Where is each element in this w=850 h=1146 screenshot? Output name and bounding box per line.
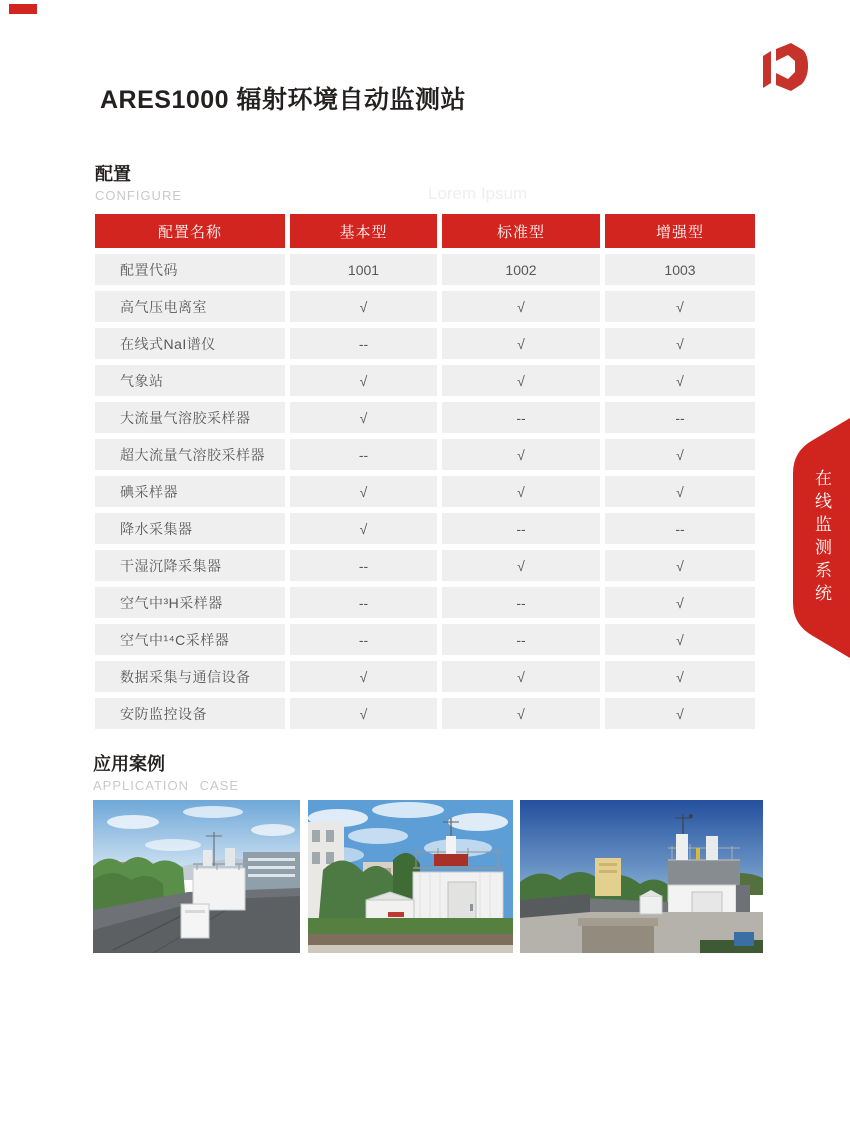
- config-row-name-cell: 安防监控设备: [95, 698, 285, 729]
- config-row-value-cell: √: [605, 439, 755, 470]
- config-row-value-cell: --: [605, 402, 755, 433]
- application-heading: 应用案例: [93, 754, 165, 774]
- configure-heading: 配置: [95, 164, 131, 184]
- table-header-config-name: 配置名称: [95, 214, 285, 248]
- application-photos: [0, 800, 850, 953]
- application-section-head: [93, 750, 239, 793]
- table-header-enhanced: 增强型: [605, 214, 755, 248]
- config-row-value-cell: √: [605, 476, 755, 507]
- config-row-value-cell: √: [290, 513, 437, 544]
- config-row-name-cell: 高气压电离室: [95, 291, 285, 322]
- config-row-name-cell: 超大流量气溶胶采样器: [95, 439, 285, 470]
- application-photo-rooftop-deep-sky: [520, 800, 763, 953]
- application-photo-rooftop-trees: [93, 800, 300, 953]
- config-row-value-cell: √: [290, 402, 437, 433]
- config-row-name-cell: 数据采集与通信设备: [95, 661, 285, 692]
- config-row-value-cell: --: [290, 550, 437, 581]
- config-row-value-cell: --: [442, 513, 600, 544]
- config-row-value-cell: √: [605, 624, 755, 655]
- application-subheading: APPLICATION CASE: [93, 778, 240, 793]
- config-row-value-cell: √: [442, 365, 600, 396]
- config-row-value-cell: √: [442, 439, 600, 470]
- config-row-value-cell: √: [442, 291, 600, 322]
- config-row-value-cell: √: [605, 550, 755, 581]
- config-row-value-cell: √: [605, 661, 755, 692]
- config-row-name-cell: 配置代码: [95, 254, 285, 285]
- config-row-value-cell: √: [290, 365, 437, 396]
- corner-red-mark: [9, 4, 37, 14]
- config-row-value-cell: √: [605, 698, 755, 729]
- config-row-name-cell: 降水采集器: [95, 513, 285, 544]
- config-row-value-cell: √: [605, 328, 755, 359]
- config-row-value-cell: √: [290, 698, 437, 729]
- config-row-name-cell: 空气中¹⁴C采样器: [95, 624, 285, 655]
- side-tab-online-monitoring: [793, 418, 850, 658]
- config-row-value-cell: √: [290, 661, 437, 692]
- page-title: ARES1000 辐射环境自动监测站: [100, 86, 467, 114]
- table-header-standard: 标准型: [442, 214, 600, 248]
- config-row-value-cell: √: [290, 476, 437, 507]
- config-row-name-cell: 大流量气溶胶采样器: [95, 402, 285, 433]
- config-row-name-cell: 碘采样器: [95, 476, 285, 507]
- config-row-value-cell: --: [442, 624, 600, 655]
- config-row-value-cell: √: [442, 550, 600, 581]
- config-row-name-cell: 气象站: [95, 365, 285, 396]
- lorem-watermark: Lorem Ipsum: [428, 184, 528, 203]
- config-row-value-cell: √: [442, 661, 600, 692]
- config-row-value-cell: √: [605, 587, 755, 618]
- config-row-name-cell: 在线式NaI谱仪: [95, 328, 285, 359]
- config-row-value-cell: --: [290, 624, 437, 655]
- side-tab-label: 在线监测系统: [812, 469, 831, 607]
- config-row-value-cell: 1001: [290, 254, 437, 285]
- configure-subheading: CONFIGURE: [95, 188, 182, 203]
- config-row-value-cell: --: [442, 402, 600, 433]
- config-row-value-cell: √: [442, 698, 600, 729]
- config-row-value-cell: --: [442, 587, 600, 618]
- config-row-value-cell: √: [442, 476, 600, 507]
- config-row-value-cell: √: [442, 328, 600, 359]
- config-row-value-cell: 1002: [442, 254, 600, 285]
- config-row-name-cell: 空气中³H采样器: [95, 587, 285, 618]
- application-photo-ground-station: [308, 800, 513, 953]
- config-row-value-cell: --: [290, 439, 437, 470]
- table-header-basic: 基本型: [290, 214, 437, 248]
- config-row-value-cell: 1003: [605, 254, 755, 285]
- config-row-value-cell: √: [605, 365, 755, 396]
- config-row-value-cell: --: [290, 328, 437, 359]
- config-row-value-cell: √: [290, 291, 437, 322]
- config-row-value-cell: --: [605, 513, 755, 544]
- configure-table: [95, 214, 755, 729]
- config-row-value-cell: √: [605, 291, 755, 322]
- config-row-name-cell: 干湿沉降采集器: [95, 550, 285, 581]
- configure-section-head: [95, 160, 182, 203]
- config-row-value-cell: --: [290, 587, 437, 618]
- company-logo-icon: [762, 42, 808, 92]
